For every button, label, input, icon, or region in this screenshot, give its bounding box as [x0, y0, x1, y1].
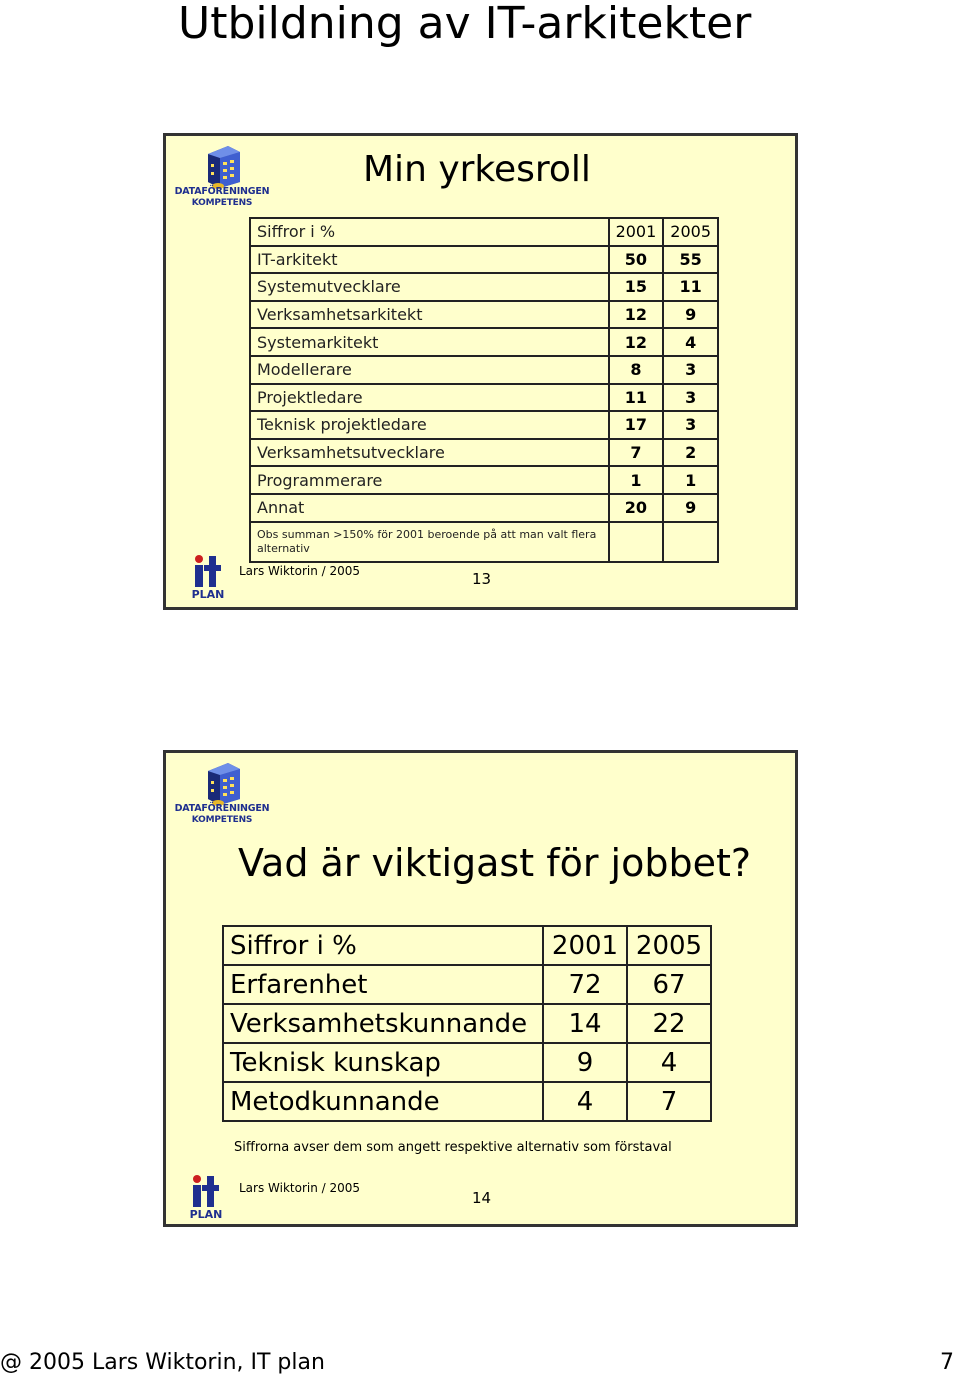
row-value-2005: 2	[663, 439, 718, 467]
row-label: Verksamhetsutvecklare	[250, 439, 609, 467]
dataforeningen-logo	[170, 759, 274, 827]
row-label: Erfarenhet	[223, 965, 543, 1004]
table-row	[223, 1043, 711, 1082]
empty-cell	[609, 522, 664, 562]
slide-author: Lars Wiktorin / 2005	[239, 564, 361, 578]
table-header-row	[250, 218, 718, 246]
page-number: 7	[940, 1350, 954, 1375]
row-value-2005: 67	[627, 965, 711, 1004]
page-copyright: @ 2005 Lars Wiktorin, IT plan	[0, 1350, 325, 1375]
row-label: Programmerare	[250, 466, 609, 494]
row-value-2005: 7	[627, 1082, 711, 1121]
header-cell-2001: 2001	[543, 926, 627, 965]
table-row	[250, 466, 718, 494]
row-value-2005: 22	[627, 1004, 711, 1043]
kompetens-logo-text: KOMPETENS	[191, 198, 253, 208]
row-value-2001: 20	[609, 494, 664, 522]
row-value-2001: 8	[609, 356, 664, 384]
slide-title: Min yrkesroll	[363, 149, 591, 190]
header-cell-2001: 2001	[609, 218, 664, 246]
row-label: IT-arkitekt	[250, 246, 609, 274]
row-label: Verksamhetsarkitekt	[250, 301, 609, 329]
table-row	[250, 439, 718, 467]
table-row	[223, 1082, 711, 1121]
table-row	[250, 328, 718, 356]
row-value-2001: 12	[609, 328, 664, 356]
kompetens-logo-text: KOMPETENS	[191, 815, 253, 825]
table-note: Obs summan >150% för 2001 beroende på att man valt flera alternativ	[250, 522, 609, 562]
table-row	[250, 356, 718, 384]
table-row	[223, 965, 711, 1004]
header-cell-2005: 2005	[627, 926, 711, 965]
slide-page-number: 14	[472, 1189, 492, 1207]
header-cell-label: Siffror i %	[250, 218, 609, 246]
row-value-2001: 11	[609, 384, 664, 412]
row-value-2001: 14	[543, 1004, 627, 1043]
row-label: Teknisk projektledare	[250, 411, 609, 439]
empty-cell	[663, 522, 718, 562]
dataforeningen-logo-text: DATAFÖRENINGEN	[174, 803, 270, 814]
row-value-2001: 72	[543, 965, 627, 1004]
slide-title: Vad är viktigast för jobbet?	[238, 841, 752, 885]
header-cell-label: Siffror i %	[223, 926, 543, 965]
row-value-2001: 15	[609, 273, 664, 301]
row-label: Systemutvecklare	[250, 273, 609, 301]
row-label: Teknisk kunskap	[223, 1043, 543, 1082]
row-label: Systemarkitekt	[250, 328, 609, 356]
row-value-2001: 4	[543, 1082, 627, 1121]
slide-vad-ar-viktigast	[163, 750, 798, 1227]
row-value-2005: 3	[663, 384, 718, 412]
row-value-2005: 11	[663, 273, 718, 301]
row-value-2001: 50	[609, 246, 664, 274]
table-row	[250, 494, 718, 522]
row-value-2005: 4	[627, 1043, 711, 1082]
row-value-2001: 12	[609, 301, 664, 329]
row-value-2001: 1	[609, 466, 664, 494]
row-value-2005: 4	[663, 328, 718, 356]
table-note-row	[250, 522, 718, 562]
slide-page-number: 13	[472, 570, 492, 588]
table-row	[250, 273, 718, 301]
row-value-2005: 9	[663, 301, 718, 329]
itplan-logo	[186, 1173, 226, 1221]
row-label: Verksamhetskunnande	[223, 1004, 543, 1043]
slide-min-yrkesroll	[163, 133, 798, 610]
table-row	[223, 1004, 711, 1043]
row-value-2001: 7	[609, 439, 664, 467]
itplan-logo	[188, 553, 228, 601]
viktigast-table	[222, 925, 712, 1122]
yrkesroll-table	[249, 217, 719, 563]
slide-caption: Siffrorna avser dem som angett respektive alternativ som förstaval	[234, 1140, 672, 1155]
page-title: Utbildning av IT-arkitekter	[178, 0, 752, 49]
dataforeningen-logo-text: DATAFÖRENINGEN	[174, 186, 270, 197]
row-label: Annat	[250, 494, 609, 522]
table-row	[250, 246, 718, 274]
row-label: Metodkunnande	[223, 1082, 543, 1121]
row-value-2001: 9	[543, 1043, 627, 1082]
table-row	[250, 384, 718, 412]
row-label: Modellerare	[250, 356, 609, 384]
row-value-2005: 55	[663, 246, 718, 274]
row-value-2005: 3	[663, 356, 718, 384]
row-value-2005: 1	[663, 466, 718, 494]
itplan-logo-text: PLAN	[191, 588, 225, 601]
dataforeningen-logo	[170, 142, 274, 210]
table-row	[250, 411, 718, 439]
header-cell-2005: 2005	[663, 218, 718, 246]
row-value-2005: 3	[663, 411, 718, 439]
row-label: Projektledare	[250, 384, 609, 412]
row-value-2005: 9	[663, 494, 718, 522]
table-header-row	[223, 926, 711, 965]
table-row	[250, 301, 718, 329]
slide-author: Lars Wiktorin / 2005	[239, 1181, 361, 1195]
row-value-2001: 17	[609, 411, 664, 439]
itplan-logo-text: PLAN	[189, 1208, 223, 1221]
